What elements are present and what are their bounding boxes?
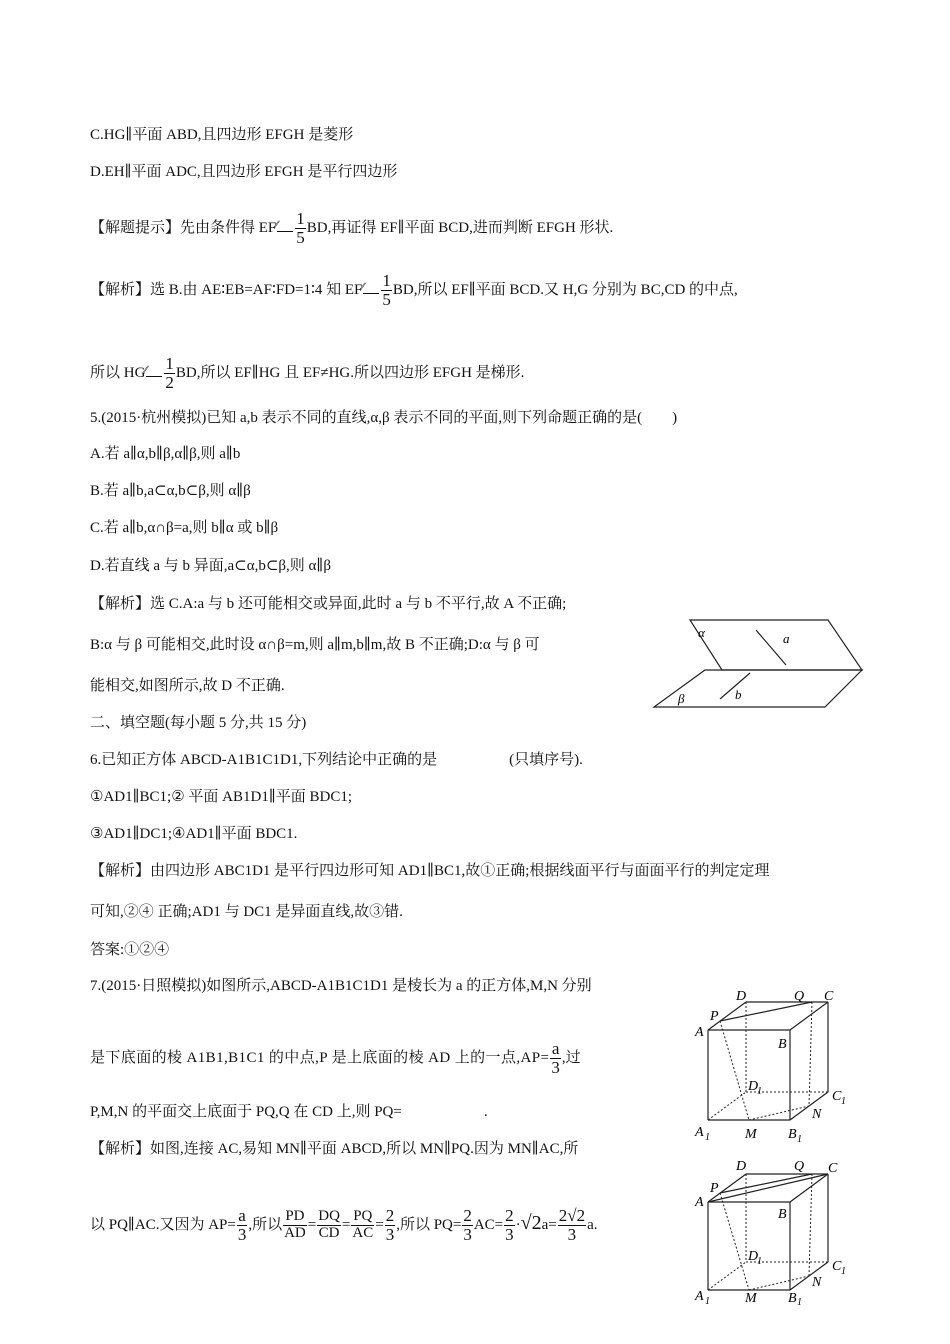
fraction-pd-ad: [283, 1209, 307, 1242]
frac-num: PQ: [353, 1208, 373, 1225]
subscript-1: 1: [841, 1266, 846, 1277]
q4-solution-line1: [90, 272, 738, 309]
subscript-1: 1: [797, 1297, 802, 1305]
beta-label: β: [678, 691, 685, 706]
q6-stem-pre: 6.已知正方体 ABCD-A1B1C1D1,下列结论中正确的是: [90, 752, 438, 768]
equals-sign: =: [341, 1216, 351, 1233]
sol-text-pre: 【解析】选 B.由 AE∶EB=AF∶FD=1∶4 知 EF: [90, 281, 363, 298]
sol-text-c: ,所以 PQ=: [396, 1216, 462, 1233]
sol-fraction-den: 5: [382, 289, 391, 309]
label-Q: Q: [794, 1159, 805, 1174]
q6-answer: 答案:①②④: [90, 942, 170, 958]
fraction-2sqrt2-3: [558, 1207, 586, 1244]
sol-fraction: [381, 272, 392, 309]
cube-figure-1: [690, 990, 860, 1145]
subscript-1: 1: [705, 1296, 710, 1305]
q4-hint: [90, 210, 613, 247]
line-b-label: b: [735, 687, 742, 702]
sol-text-end: a.: [587, 1216, 598, 1233]
frac-num: 2: [505, 1206, 514, 1225]
q7-stem3-post: .: [483, 1104, 488, 1120]
label-M: M: [745, 1291, 757, 1305]
fraction-pq-ac: [351, 1209, 374, 1242]
label-A1: A: [695, 1125, 704, 1140]
label-C1: C: [832, 1259, 842, 1274]
frac-num: DQ: [318, 1208, 340, 1225]
label-D: D: [736, 1159, 747, 1174]
parallel-equal-symbol: [276, 221, 294, 235]
frac-num: 2: [385, 1206, 395, 1225]
label-C: C: [824, 990, 834, 1004]
frac-den: CD: [318, 1224, 340, 1241]
q7-stem2-post: ,过: [561, 1049, 581, 1066]
frac-den: AD: [284, 1224, 306, 1241]
fraction-dq-cd: [317, 1209, 341, 1242]
label-D1: D: [748, 1079, 759, 1094]
hint-fraction-num: 1: [296, 209, 305, 228]
ap-fraction: [550, 1040, 561, 1077]
alpha-label: α: [698, 625, 705, 640]
q6-stem-post: (只填序号).: [509, 752, 583, 768]
q5-option-c: C.若 a∥b,α∩β=a,则 b∥α 或 b∥β: [90, 520, 279, 536]
line-a-label: a: [783, 631, 790, 646]
sol-text-a-eq: a=: [541, 1216, 557, 1233]
label-N: N: [812, 1275, 822, 1290]
subscript-1: 1: [757, 1086, 762, 1097]
q7-stem3-pre: P,M,N 的平面交上底面于 PQ,Q 在 CD 上,则 PQ=: [90, 1104, 402, 1120]
label-P: P: [710, 1181, 719, 1196]
sol-text-ac: AC=: [473, 1216, 504, 1233]
fraction-2-3: [504, 1207, 515, 1244]
fraction-2-3: [385, 1207, 396, 1244]
q6-statement-1: ①AD1∥BC1;② 平面 AB1D1∥平面 BDC1;: [90, 789, 353, 805]
q5-option-d: D.若直线 a 与 b 异面,a⊂α,b⊂β,则 α∥β: [90, 558, 331, 574]
q7-solution-line2: [90, 1207, 598, 1244]
ap-fraction-num: a: [551, 1039, 560, 1058]
sol-fraction-num: 1: [382, 271, 391, 290]
label-C: C: [828, 1161, 838, 1176]
q7-stem-line2: [90, 1040, 581, 1077]
hint-fraction: [295, 210, 306, 247]
q5-solution-line1: 【解析】选 C.A:a 与 b 还可能相交或异面,此时 a 与 b 不平行,故 A 不正确;: [90, 596, 567, 612]
sol-text-a: 以 PQ∥AC.又因为 AP=: [90, 1216, 236, 1233]
sol2-fraction-den: 2: [165, 372, 174, 392]
q7-solution-line1: 【解析】如图,连接 AC,易知 MN∥平面 ABCD,所以 MN∥PQ.因为 MN∥AC,所: [90, 1141, 579, 1157]
label-A1: A: [695, 1289, 704, 1304]
intersecting-planes-figure: [650, 615, 880, 715]
q6-stem: [90, 750, 583, 770]
label-B: B: [778, 1037, 787, 1052]
label-B: B: [778, 1207, 787, 1222]
ap-fraction-den: 3: [551, 1057, 560, 1077]
subscript-1: 1: [757, 1256, 762, 1267]
label-B1: B: [788, 1291, 797, 1305]
label-A: A: [695, 1195, 704, 1210]
q7-stem-line1: 7.(2015·日照模拟)如图所示,ABCD-A1B1C1D1 是棱长为 a 的正方体,M,N 分别: [90, 978, 592, 994]
sol-text-post: BD,所以 EF∥平面 BCD.又 H,G 分别为 BC,CD 的中点,: [392, 281, 738, 298]
q5-option-a: A.若 a∥α,b∥β,α∥β,则 a∥b: [90, 446, 241, 462]
frac-den: 3: [505, 1224, 514, 1244]
sqrt-two: √2: [520, 1211, 542, 1234]
label-Q: Q: [794, 990, 805, 1004]
q7-stem-line3: [90, 1102, 488, 1122]
q6-solution-line1: 【解析】由四边形 ABC1D1 是平行四边形可知 AD1∥BC1,故①正确;根据线面平行与面面平行的判定定理: [90, 863, 770, 879]
sol2-text-pre: 所以 HG: [90, 364, 146, 381]
subscript-1: 1: [705, 1132, 710, 1143]
frac-num: 2√2: [558, 1206, 586, 1225]
sol-text-b: ,所以: [248, 1216, 283, 1233]
subscript-1: 1: [797, 1134, 802, 1145]
q4-option-d: D.EH∥平面 ADC,且四边形 EFGH 是平行四边形: [90, 164, 398, 180]
label-D1: D: [748, 1249, 759, 1264]
label-M: M: [745, 1127, 757, 1142]
q5-solution-line2: B:α 与 β 可能相交,此时设 α∩β=m,则 a∥m,b∥m,故 B 不正确;D:α 与 β 可: [90, 637, 540, 653]
q5-option-b: B.若 a∥b,a⊂α,b⊂β,则 α∥β: [90, 483, 251, 499]
frac-num: a: [238, 1206, 246, 1225]
q7-stem2-pre: 是下底面的棱 A1B1,B1C1 的中点,P 是上底面的棱 AD 上的一点,AP=: [90, 1049, 550, 1066]
label-B1: B: [788, 1127, 797, 1142]
equals-sign: =: [375, 1216, 384, 1233]
label-D: D: [736, 990, 747, 1004]
hint-fraction-den: 5: [296, 227, 305, 247]
subscript-1: 1: [841, 1096, 846, 1107]
fraction-2-3: [462, 1207, 473, 1244]
section-heading: 二、填空题(每小题 5 分,共 15 分): [90, 715, 307, 731]
parallel-equal-symbol: [145, 366, 163, 380]
frac-den: AC: [352, 1224, 374, 1241]
hint-text-post: BD,再证得 EF∥平面 BCD,进而判断 EFGH 形状.: [306, 219, 614, 236]
q5-stem: 5.(2015·杭州模拟)已知 a,b 表示不同的直线,α,β 表示不同的平面,则下列命题正确的是( ): [90, 410, 678, 426]
cube-figure-2: [690, 1150, 860, 1305]
hint-text-pre: 【解题提示】先由条件得 EF: [90, 219, 277, 236]
fraction-a-over-3: [237, 1207, 248, 1244]
frac-num: PD: [283, 1209, 307, 1226]
frac-den: 3: [237, 1224, 247, 1244]
q4-solution-line2: [90, 355, 524, 392]
q5-solution-line3: 能相交,如图所示,故 D 不正确.: [90, 678, 285, 694]
parallel-equal-symbol: [362, 283, 380, 297]
equals-sign: =: [307, 1216, 317, 1233]
frac-den: 3: [385, 1224, 395, 1244]
label-C1: C: [832, 1089, 842, 1104]
label-N: N: [812, 1107, 822, 1122]
frac-num: 2: [463, 1206, 472, 1225]
frac-den: 3: [567, 1224, 577, 1244]
sol2-fraction-num: 1: [165, 354, 174, 373]
q4-option-c: C.HG∥平面 ABD,且四边形 EFGH 是菱形: [90, 127, 354, 143]
label-P: P: [710, 1009, 719, 1024]
sol2-fraction: [164, 355, 175, 392]
frac-den: 3: [463, 1224, 472, 1244]
label-A: A: [695, 1025, 704, 1040]
dot-operator: ·: [515, 1216, 521, 1233]
q6-statement-2: ③AD1∥DC1;④AD1∥平面 BDC1.: [90, 826, 298, 842]
sol2-text-post: BD,所以 EF∥HG 且 EF≠HG.所以四边形 EFGH 是梯形.: [175, 364, 525, 381]
q6-solution-line2: 可知,②④ 正确;AD1 与 DC1 是异面直线,故③错.: [90, 904, 403, 920]
